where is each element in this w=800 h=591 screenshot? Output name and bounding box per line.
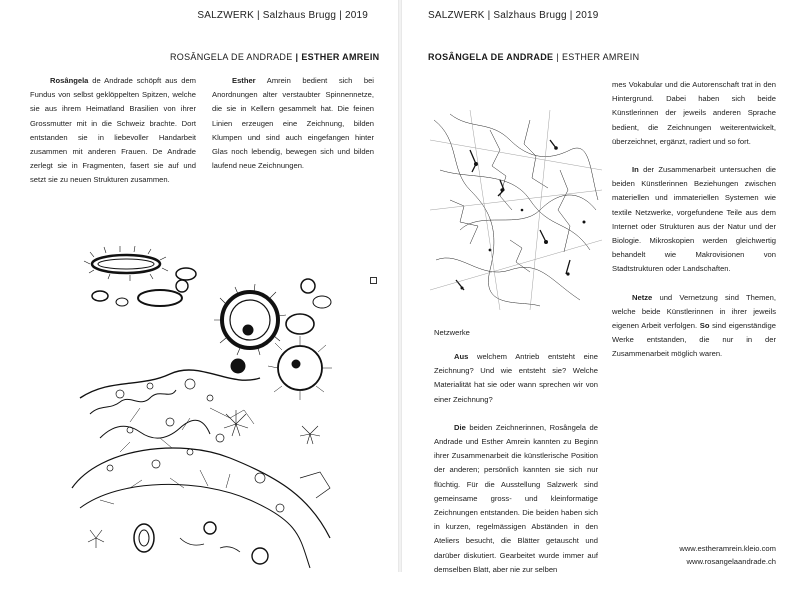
right-col2-p3-lead: Netze: [632, 292, 653, 302]
left-running-head: SALZWERK | Salzhaus Brugg | 2019: [197, 10, 368, 21]
left-column-1: [30, 74, 196, 188]
right-col-left-p2: [434, 421, 598, 577]
right-col2-p3-text: sind eigenständige Werke entstanden, die nur in der Zusammenarbeit möglich waren.: [612, 321, 776, 359]
right-col2-p2-text: der Zusammenarbeit untersuchen die beiden Künstlerinnen Beziehungen zwischen materiellen und immateriellen Systemen wie textile Netzwerke, vorgefundene Teile aus dem Internet oder Strukturen aus der Natur und der Biologie. Mikroskopien werden gleichwertig behandelt wie Makrovisionen von Stadtstrukturen oder Landschaften.: [612, 165, 776, 274]
page-marker-square: [370, 277, 377, 284]
left-column-2: [212, 74, 374, 173]
right-column-left: [434, 350, 598, 591]
right-name-first: ROSÂNGELA DE ANDRADE: [428, 52, 554, 62]
net-drawing-artwork: [430, 110, 602, 310]
right-running-head: SALZWERK | Salzhaus Brugg | 2019: [428, 10, 599, 21]
lace-drawing-artwork: [60, 238, 360, 572]
right-p1-lead: Aus: [454, 352, 469, 361]
artwork-caption: Netzwerke: [434, 328, 470, 337]
right-p1-text: welchem Antrieb entsteht eine Zeichnung? Und wie entsteht sie? Welche Materialität hat sie oder wann sprechen wir von einer Zeichnung?: [434, 352, 598, 404]
left-name-second: ESTHER AMREIN: [301, 52, 380, 62]
right-page: [402, 0, 800, 572]
left-page: [0, 0, 398, 572]
right-col2-p3-lead2: So: [699, 321, 710, 331]
right-col2-p3-mid: und Vernetzung sind Themen, welche beide Künstlerinnen in ihrer jeweils eigenen Arbeit verfolgen.: [612, 292, 776, 331]
right-col-right-p3: [612, 291, 776, 362]
url-rosangelaandrade[interactable]: www.rosangelaandrade.ch: [686, 557, 776, 566]
left-col1-lead: Rosângela: [50, 76, 89, 85]
left-col2-text: Amrein bedient sich bei Anordnungen alter verstaubter Spinnennetze, die sie in Kellern gesammelt hat. Die feinen Linien erzeugen eine Zeichnung, bilden Klumpen und sind auch eingefangen hinter Glas noch lebendig, bewegen sich und bilden laufend neue Zeichnungen.: [212, 76, 374, 171]
left-name-first: ROSÂNGELA DE ANDRADE: [170, 52, 293, 62]
left-artist-names: ROSÂNGELA DE ANDRADE | ESTHER AMREIN: [170, 52, 380, 62]
url-estheramrein[interactable]: www.estheramrein.kleio.com: [679, 544, 776, 553]
right-name-second: ESTHER AMREIN: [561, 52, 640, 62]
right-col2-p2-lead: In: [632, 165, 639, 175]
right-artist-names: ROSÂNGELA DE ANDRADE | ESTHER AMREIN: [428, 52, 640, 62]
right-col-left-p1: [434, 350, 598, 407]
right-p2-text: beiden Zeichnerinnen, Rosângela de Andrade und Esther Amrein kannten zu Beginn ihrer Zusammenarbeit die künstlerische Position der anderen; persönlich kannten sie sich nur flüchtig. Für die Ausstellung Salzwerk sind gemeinsame gross- und kleinformatige Zeichnungen entstanden. Die beiden haben sich in kurzen, regelmässigen Abständen in den Ateliers besucht, die Blätter getauscht und darüber diskutiert. Gearbeitet wurde immer auf demselben Blatt, aber nie zur selben: [434, 422, 598, 574]
right-col-right-p2: [612, 163, 776, 277]
left-col2-lead: Esther: [232, 76, 256, 85]
right-column-right: [612, 78, 776, 376]
right-col-right-p1: mes Vokabular und die Autorenschaft trat in den Hintergrund. Dabei haben sich beide Künstlerinnen der jeweils anderen Sprache bedient, die Zeichnungen weiterentwickelt, überzeichnet, ergänzt, radiert und so fort.: [612, 80, 776, 146]
right-p2-lead: Die: [454, 422, 466, 432]
left-col1-text: de Andrade schöpft aus dem Fundus von selbst geklöppelten Spitzen, welche sie aus ihrem Heimatland Brasilien von ihrer Grossmutter mit in die Schweiz brachte. Dort entstanden sie in liebevoller Handarbeit zusammen mit anderen Frauen. De Andrade zerlegt sie in Fragmenten, fasert sie auf und setzt sie zu neuen Strukturen zusammen.: [30, 76, 196, 185]
